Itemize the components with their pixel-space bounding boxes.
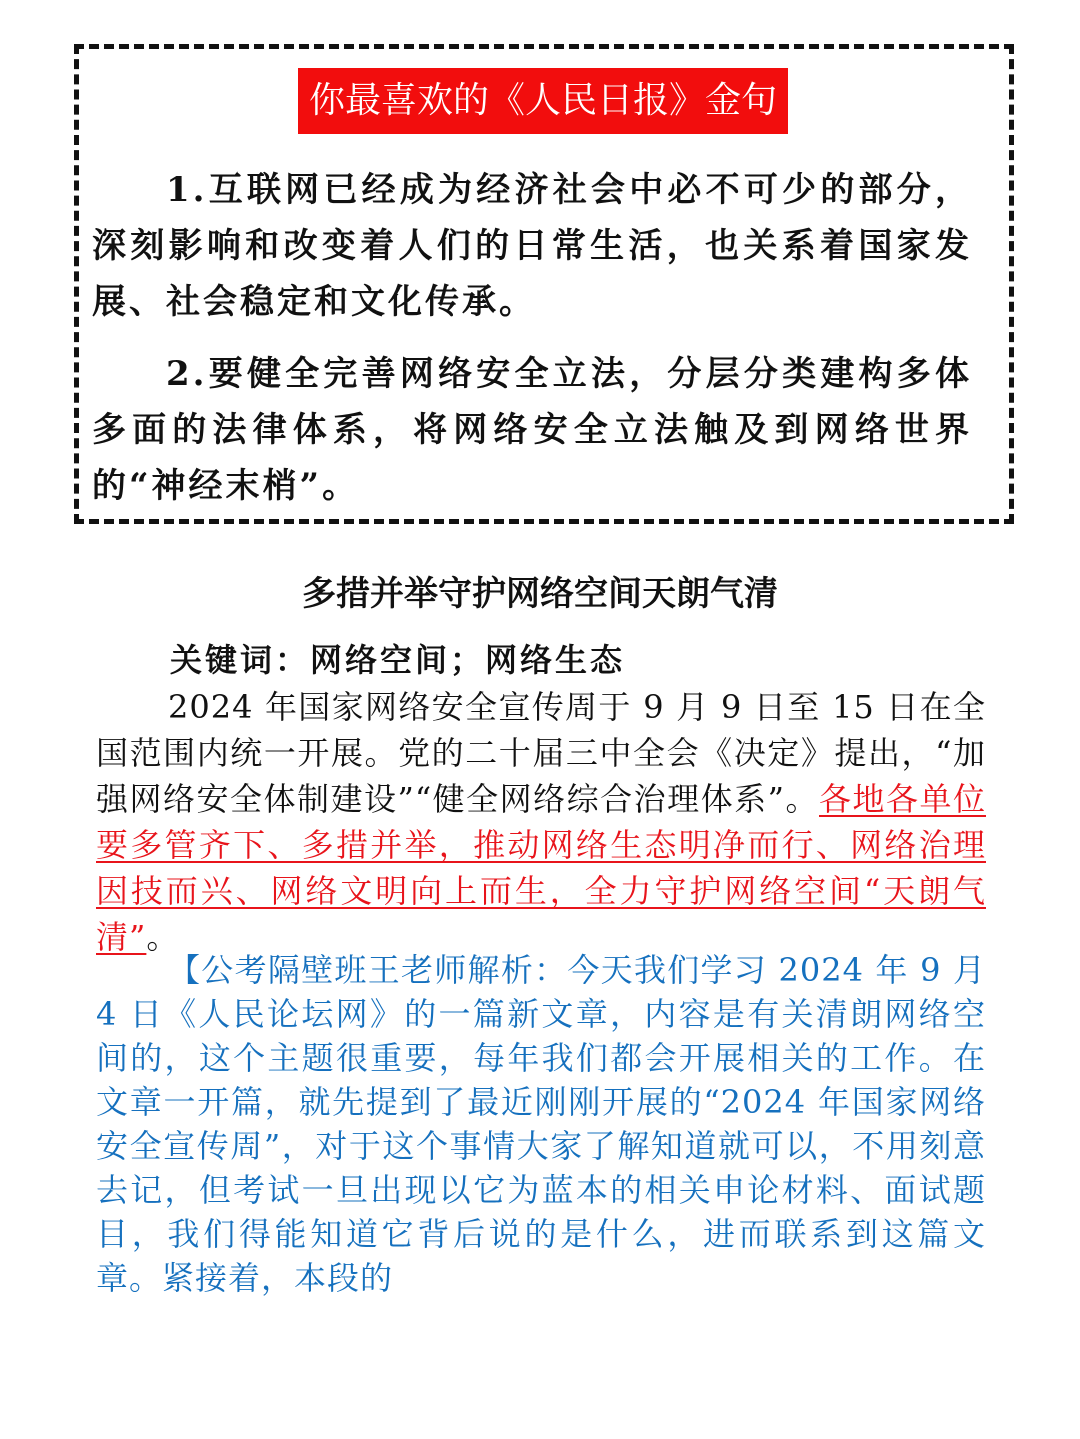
highlighted-sentence: 各地各单位要多管齐下、多措并举，推动网络生态明净而行、网络治理因技而兴、网络文明向上而生，全力守护网络空间“天朗气清” bbox=[96, 780, 986, 956]
body-text: 2024 年国家网络安全宣传周于 9 月 9 日至 15 日在全国范围内统一开展。党的二十届三中全会《决定》提出，“加强网络安全体制建设”“健全网络综合治理体系”。 bbox=[96, 688, 986, 818]
quote-item-1: 1.互联网已经成为经济社会中必不可少的部分，深刻影响和改变着人们的日常生活，也关系着国家发展、社会稳定和文化传承。 bbox=[92, 170, 972, 322]
body-text-end: 。 bbox=[146, 918, 180, 956]
quote-item-2: 2.要健全完善网络安全立法，分层分类建构多体多面的法律体系，将网络安全立法触及到网络世界的“神经末梢”。 bbox=[92, 354, 972, 506]
article-title: 多措并举守护网络空间天朗气清 bbox=[302, 574, 778, 614]
body-paragraph bbox=[96, 684, 986, 960]
teacher-analysis: 【公考隔壁班王老师解析：今天我们学习 2024 年 9 月 4 日《人民论坛网》的一篇新文章，内容是有关清朗网络空间的，这个主题很重要，每年我们都会开展相关的工作。在文章一开篇，就先提到了最近刚刚开展的“2024 年国家网络安全宣传周”，对于这个事情大家了解知道就可以，不用刻意去记，但考试一旦出现以它为蓝本的相关申论材料、面试题目，我们得能知道它背后说的是什么，进而联系到这篇文章。紧接着，本段的 bbox=[96, 951, 986, 1297]
quote-banner: 你最喜欢的《人民日报》金句 bbox=[298, 68, 788, 134]
keywords-line: 关键词：网络空间；网络生态 bbox=[170, 641, 626, 679]
